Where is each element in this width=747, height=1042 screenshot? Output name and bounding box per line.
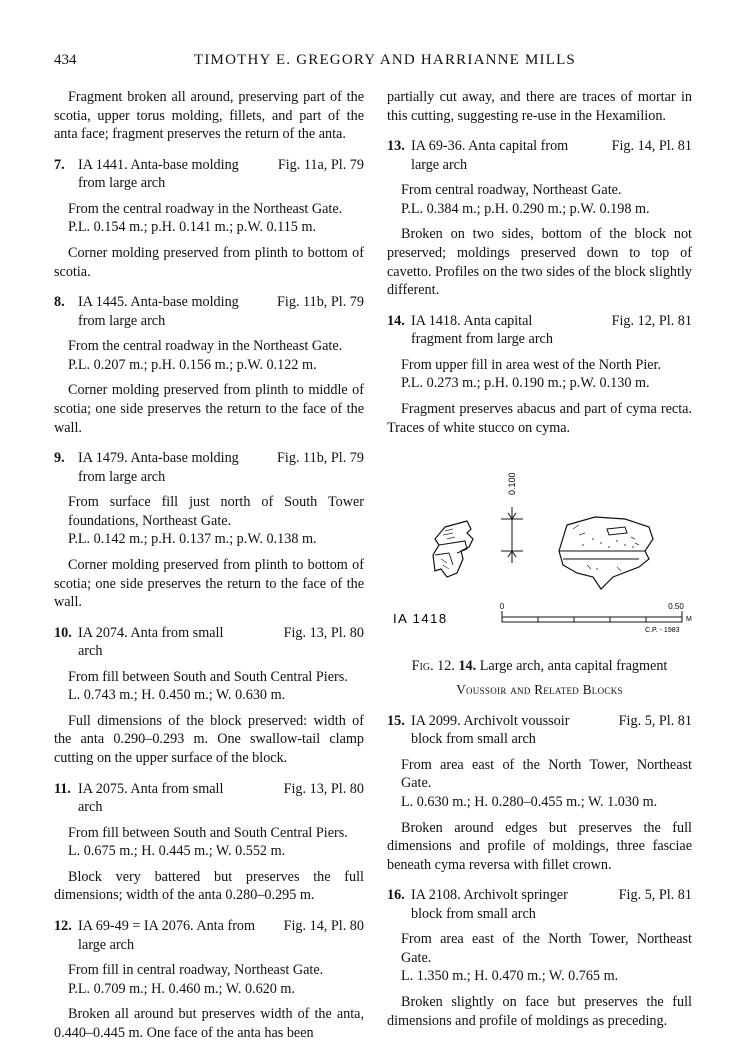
intro-paragraph: Fragment broken all around, preserving part of the scotia, upper torus molding, fillets, and part of the anta face; fragment preserves the return of the anta. [54,89,364,143]
running-title: TIMOTHY E. GREGORY AND HARRIANNE MILLS [194,52,576,68]
entry-figure-ref: Fig. 11b, Pl. 79 [277,450,364,467]
figure-caption-number: 14. [458,657,477,674]
entry-dimensions: P.L. 0.142 m.; p.H. 0.137 m.; p.W. 0.138 m. [68,531,317,548]
entry-number: 9. [54,450,65,467]
entry-description: Broken around edges but preserves the full dimensions and profile of moldings, three fasciae beneath cyma reversa with fillet crown. [387,819,692,873]
entry-description: Corner molding preserved from plinth to bottom of scotia; one side preserves the return to the face of the wall. [54,556,364,611]
scale-unit-label: M [686,616,692,624]
entry-dimensions: L. 0.743 m.; H. 0.450 m.; W. 0.630 m. [68,687,286,704]
entry-number: 8. [54,294,65,311]
catalog-entry-16 [387,886,692,1030]
section-heading: Voussoir and Related Blocks [456,682,623,698]
entry-dimensions: L. 0.630 m.; H. 0.280–0.455 m.; W. 1.030 m. [401,793,658,810]
scale-start-label: 0 [499,602,505,612]
entry-description: Broken on two sides, bottom of the block not preserved; moldings preserved down to top of cavetto. Profiles on the two sides of the block slightly different. [387,226,692,299]
entry-provenance: From the central roadway in the Northeast Gate. [68,200,343,217]
page-number: 434 [54,52,77,68]
scale-bar [500,602,692,634]
figure-caption [387,657,692,676]
entry-figure-ref: Fig. 13, Pl. 80 [283,624,364,641]
dimension-label: 0.100 [507,472,517,496]
entry-provenance: From fill between South and South Central Piers. [68,824,348,841]
entry-number: 12. [54,918,72,935]
catalog-entry-10 [54,624,364,768]
figure-caption-prefix: Fig. 12. [411,657,455,674]
entry-number: 14. [387,312,405,329]
entry-description: Fragment preserves abacus and part of cyma recta. Traces of white stucco on cyma. [387,400,692,436]
entry-figure-ref: Fig. 5, Pl. 81 [618,887,692,904]
entry-description: Full dimensions of the block preserved: width of the anta 0.290–0.293 m. One swallow-tail clamp cutting on the upper surface of the block. [54,712,364,767]
figure-caption-text: Large arch, anta capital fragment [479,657,668,674]
entry-number: 13. [387,138,405,155]
entry-title: IA 2074. Anta from small arch [78,624,224,660]
entry-title: IA 69-36. Anta capital from large arch [411,138,569,173]
entry-number: 15. [387,712,405,729]
entry-title: IA 1479. Anta-base molding from large arch [78,450,239,485]
elevation-fragment [559,517,653,589]
entry-dimensions: P.L. 0.709 m.; H. 0.460 m.; W. 0.620 m. [68,980,296,997]
drawing-credit: C.P. - 1983 [645,627,680,635]
entry-dimensions: P.L. 0.154 m.; p.H. 0.141 m.; p.W. 0.115 m. [68,219,317,236]
entry-number: 7. [54,156,65,173]
entry-description: Corner molding preserved from plinth to bottom of scotia. [54,244,364,280]
profile-fragment [433,521,473,577]
entry-number: 10. [54,624,72,641]
entry-figure-ref: Fig. 14, Pl. 80 [283,918,364,935]
figure-object-label: IA 1418 [393,611,448,627]
figure-12 [387,455,692,674]
continuation-paragraph: partially cut away, and there are traces of mortar in this cutting, suggesting re-use in the Hexamilion. [387,89,692,124]
entry-dimensions: P.L. 0.207 m.; p.H. 0.156 m.; p.W. 0.122 m. [68,356,317,373]
entry-title: IA 1445. Anta-base molding from large arch [78,294,239,329]
entry-title: IA 1418. Anta capital fragment from large arch [411,312,553,348]
catalog-entry-15 [387,712,692,875]
entry-number: 11. [54,780,71,797]
catalog-entry-12 [54,917,364,1042]
catalog-entry-9 [54,449,364,612]
right-column [387,88,692,1030]
entry-provenance: From the central roadway in the Northeast Gate. [68,338,343,355]
entry-provenance: From fill in central roadway, Northeast Gate. [68,962,324,979]
entry-description: Corner molding preserved from plinth to middle of scotia; one side preserves the return to the face of the wall. [54,382,364,436]
entry-dimensions: P.L. 0.273 m.; p.H. 0.190 m.; p.W. 0.130 m. [401,375,650,392]
entry-figure-ref: Fig. 13, Pl. 80 [283,780,364,797]
scale-end-label: 0.50 [668,602,684,612]
anta-capital-drawing [387,455,692,645]
entry-provenance: From central roadway, Northeast Gate. [401,182,622,199]
entry-dimensions: L. 1.350 m.; H. 0.470 m.; W. 0.765 m. [401,968,619,985]
entry-figure-ref: Fig. 14, Pl. 81 [611,138,692,155]
entry-title: IA 69-49 = IA 2076. Anta from large arch [78,918,256,953]
entry-provenance: From fill between South and South Central Piers. [68,668,348,685]
entry-number: 16. [387,887,405,904]
entry-provenance: From surface fill just north of South Tower foundations, Northeast Gate. [68,494,364,529]
entry-provenance: From area east of the North Tower, Northeast Gate. [401,756,692,792]
entry-dimensions: P.L. 0.384 m.; p.H. 0.290 m.; p.W. 0.198 m. [401,200,650,217]
entry-figure-ref: Fig. 12, Pl. 81 [611,312,692,329]
entry-title: IA 2108. Archivolt springer block from small arch [411,887,568,922]
entry-description: Block very battered but preserves the full dimensions; width of the anta 0.280–0.295 m. [54,868,364,904]
catalog-entry-11 [54,780,364,905]
catalog-entry-14 [387,312,692,437]
entry-figure-ref: Fig. 11b, Pl. 79 [277,294,364,311]
entry-provenance: From upper fill in area west of the North Pier. [401,356,662,373]
catalog-entry-8 [54,293,364,437]
entry-description: Broken all around but preserves width of the anta, 0.440–0.445 m. One face of the anta has been [54,1006,364,1041]
entry-title: IA 2075. Anta from small arch [78,780,224,816]
entry-dimensions: L. 0.675 m.; H. 0.445 m.; W. 0.552 m. [68,843,286,860]
entry-title: IA 2099. Archivolt voussoir block from small arch [411,712,570,748]
entry-title: IA 1441. Anta-base molding from large arch [78,156,239,192]
running-header [54,52,719,76]
catalog-entry-7 [54,156,364,281]
entry-figure-ref: Fig. 11a, Pl. 79 [277,156,364,173]
catalog-entry-13 [387,137,692,300]
entry-provenance: From area east of the North Tower, Northeast Gate. [401,931,692,966]
entry-description: Broken slightly on face but preserves the full dimensions and profile of moldings as preceding. [387,994,692,1029]
dimension-marker [501,473,523,564]
entry-figure-ref: Fig. 5, Pl. 81 [618,712,692,729]
left-column [54,88,364,1042]
